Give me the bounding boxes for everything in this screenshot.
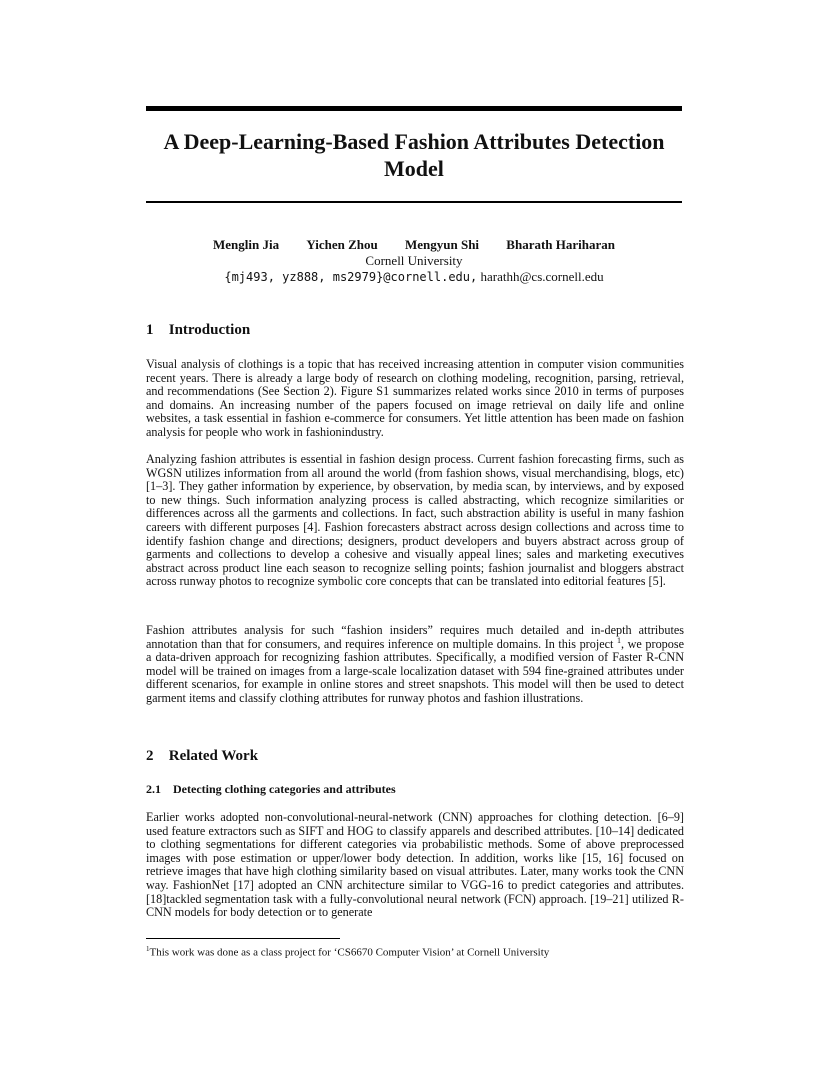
related-paragraph-1: Earlier works adopted non-convolutional-neural-network (CNN) approaches for clothing detection. [6–9] used feature extractors such as SIFT and HOG to classify apparels and described attributes. [10–14] dedicated to clothing segmentations for different categories via probabilistic methods. Some of above preprocessed images with pose estimation or upper/lower body detection. In addition, works like [15, 16] focused on retrieve images that have high clothing similarity based on visual attributes. Later, many works took the CNN way. FashionNet [17] adopted an CNN architecture similar to VGG-16 to predict categories and attributes. [18]tackled segmentation task with a fully-convolutional neural network (FCN) approach. [19–21] utilized R-CNN models for body detection or to generate [146,810,684,920]
emails-cornell: {mj493, yz888, ms2979}@cornell.edu, [224,270,478,284]
paper-title [146,128,682,182]
affiliation: Cornell University [365,253,463,268]
author-name: Mengyun Shi [404,237,480,252]
section-number: 1 [146,322,154,338]
subsection-heading [146,782,396,797]
footnote-text: This work was done as a class project for ‘CS6670 Computer Vision’ at Cornell University [149,946,550,959]
author-name: Bharath Hariharan [506,237,616,252]
intro-paragraph-2: Analyzing fashion attributes is essential in fashion design process. Current fashion forecasting firms, such as WGSN utilizes information from all around the world (from fashion shows, visual merchandising, blogs, etc) [1–3]. They gather information by experience, by observation, by media scan, by interviews, and by exposed to new things. Such information analyzing process is called abstracting, which recognize similarities or differences across all the garments and collections. In fact, such abstraction ability is useful in many fashion careers with different purposes [4]. Fashion forecasters abstract across design collections and across time to identify fashion change and directions; designers, product developers and buyers abstract across group of garments and collections to develop a cohesive and visually appeal lines; sales and marketing executives abstract across product line each season to recognize selling points; fashion journalist and bloggers abstract across runway photos to recognize symbolic core concepts that can be translated into editorial features [5]. [146,452,684,589]
footnote [146,943,684,960]
section-title: Related Work [168,748,259,764]
footnote-rule [146,938,340,939]
section-number: 2 [146,748,154,764]
footnote-number: 1 [146,945,150,953]
author-emails [146,269,682,285]
section-heading-related-work [146,748,258,765]
section-title: Introduction [168,322,251,338]
title-line-1: A Deep-Learning-Based Fashion Attributes Detection [163,129,665,154]
paragraph-text: Fashion attributes analysis for such “fashion insiders” requires much detailed and in-depth attributes annotation than that for consumers, and requires inference on multiple domains. In this project [146,623,684,651]
author-name: Yichen Zhou [306,237,378,252]
subsection-number: 2.1 [146,782,161,796]
intro-paragraph-3 [146,624,684,706]
email-other: harathh@cs.cornell.edu [477,269,604,284]
footnote-marker: 1 [617,635,622,645]
title-line-2: Model [384,156,444,181]
intro-paragraph-1: Visual analysis of clothings is a topic that has received increasing attention in computer vision communities recent years. There is already a large body of research on clothing modeling, recognition, parsing, retrieval, and recommendations (See Section 2). Figure S1 summarizes related works since 2010 in terms of purposes and domains. An increasing number of the papers focused on image retrieval on daily life and online websites, a task essential in fashion e-commerce for consumers. Yet little attention has been made on fashion analysis for people who work in fashionindustry. [146,357,684,439]
paragraph-text: , we propose a data-driven approach for recognizing fashion attributes. Specifically, a modified version of Faster R-CNN model will be trained on images from a large-scale localization dataset with 594 fine-grained attributes under different scenarios, for example in online stores and street snapshots. This model will then be used to detect garment items and classify clothing attributes for runway photos and fashion illustrations. [146,636,684,705]
subsection-title: Detecting clothing categories and attributes [173,782,396,796]
section-heading-introduction [146,322,250,339]
author-names [146,237,682,253]
author-name: Menglin Jia [212,237,280,252]
title-bottom-rule [146,201,682,203]
title-top-rule [146,106,682,111]
author-block [146,237,682,285]
